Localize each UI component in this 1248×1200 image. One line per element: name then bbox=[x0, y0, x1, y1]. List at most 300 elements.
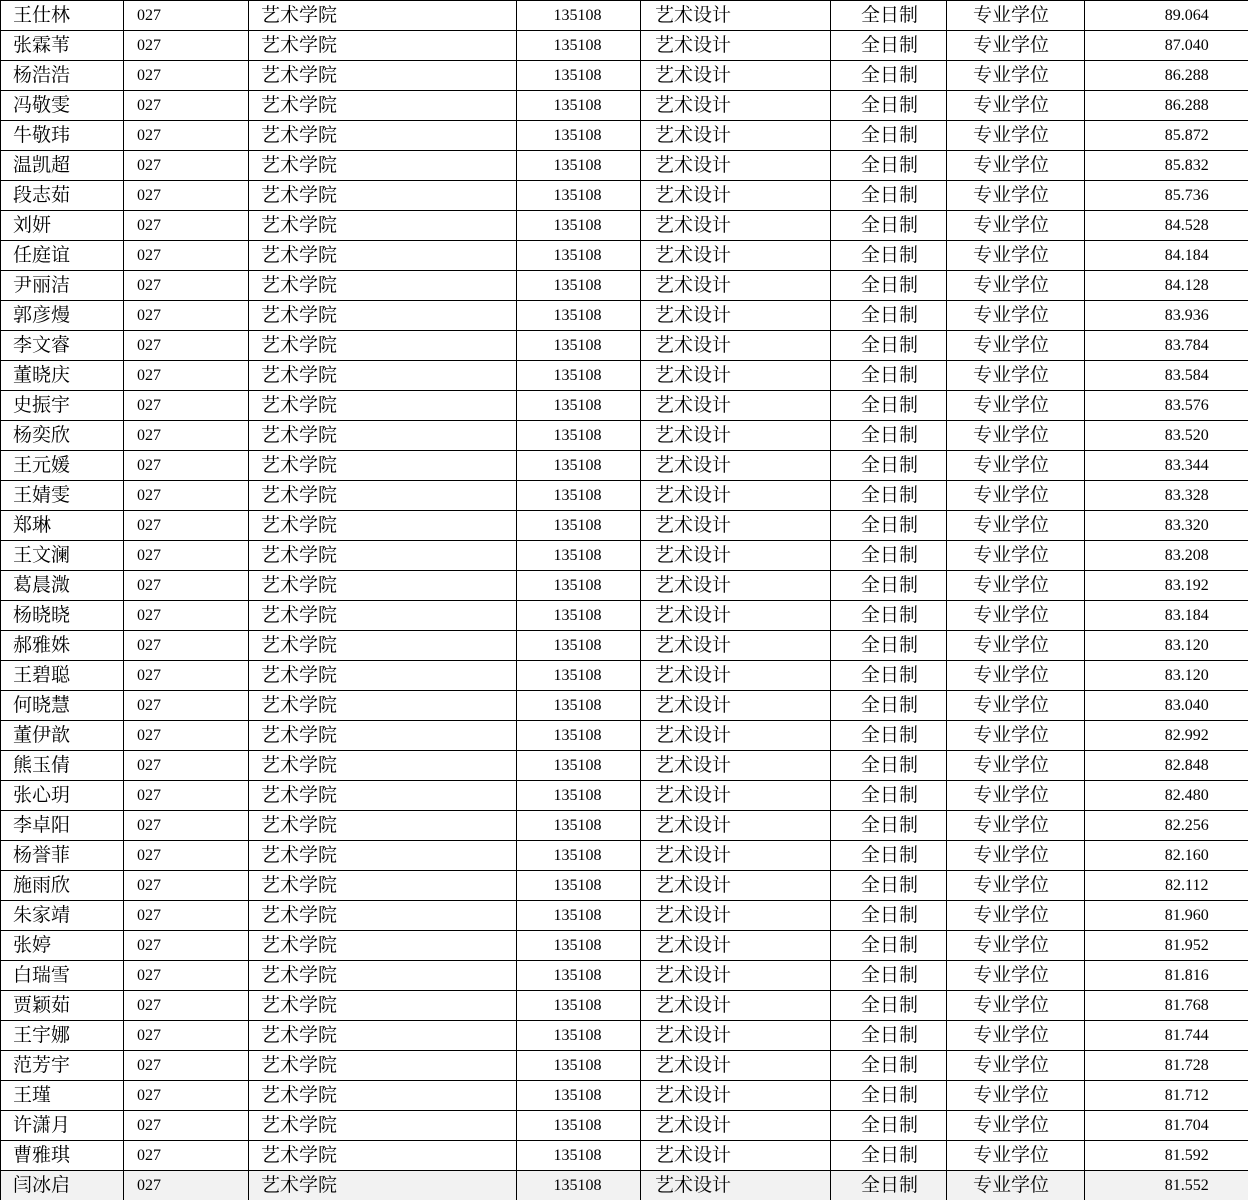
table-row bbox=[1, 1171, 1248, 1200]
study-mode-cell: 全日制 bbox=[831, 541, 947, 571]
table-row bbox=[1, 1021, 1248, 1051]
study-mode-cell: 全日制 bbox=[831, 1141, 947, 1171]
study-mode-cell: 全日制 bbox=[831, 841, 947, 871]
degree-type-cell: 专业学位 bbox=[947, 391, 1085, 421]
student-name-cell: 段志茹 bbox=[1, 181, 124, 211]
major-code-cell: 135108 bbox=[517, 631, 641, 661]
degree-type-cell: 专业学位 bbox=[947, 1, 1085, 31]
study-mode-cell: 全日制 bbox=[831, 991, 947, 1021]
college-name-cell: 艺术学院 bbox=[249, 571, 517, 601]
major-name-cell: 艺术设计 bbox=[641, 811, 831, 841]
college-name-cell: 艺术学院 bbox=[249, 751, 517, 781]
study-mode-cell: 全日制 bbox=[831, 271, 947, 301]
major-name-cell: 艺术设计 bbox=[641, 751, 831, 781]
student-name-cell: 张心玥 bbox=[1, 781, 124, 811]
degree-type-cell: 专业学位 bbox=[947, 811, 1085, 841]
college-code-cell: 027 bbox=[124, 121, 249, 151]
major-name-cell: 艺术设计 bbox=[641, 1021, 831, 1051]
student-name-cell: 熊玉倩 bbox=[1, 751, 124, 781]
student-name-cell: 冯敬雯 bbox=[1, 91, 124, 121]
major-name-cell: 艺术设计 bbox=[641, 481, 831, 511]
college-name-cell: 艺术学院 bbox=[249, 421, 517, 451]
degree-type-cell: 专业学位 bbox=[947, 721, 1085, 751]
study-mode-cell: 全日制 bbox=[831, 31, 947, 61]
student-name-cell: 任庭谊 bbox=[1, 241, 124, 271]
table-row bbox=[1, 271, 1248, 301]
college-code-cell: 027 bbox=[124, 721, 249, 751]
college-code-cell: 027 bbox=[124, 271, 249, 301]
degree-type-cell: 专业学位 bbox=[947, 181, 1085, 211]
college-name-cell: 艺术学院 bbox=[249, 301, 517, 331]
score-cell: 84.128 bbox=[1085, 271, 1248, 301]
student-name-cell: 张婷 bbox=[1, 931, 124, 961]
table-row bbox=[1, 691, 1248, 721]
college-code-cell: 027 bbox=[124, 1, 249, 31]
major-code-cell: 135108 bbox=[517, 781, 641, 811]
major-name-cell: 艺术设计 bbox=[641, 1, 831, 31]
degree-type-cell: 专业学位 bbox=[947, 361, 1085, 391]
degree-type-cell: 专业学位 bbox=[947, 991, 1085, 1021]
student-name-cell: 范芳宇 bbox=[1, 1051, 124, 1081]
degree-type-cell: 专业学位 bbox=[947, 631, 1085, 661]
college-code-cell: 027 bbox=[124, 31, 249, 61]
student-name-cell: 闫冰启 bbox=[1, 1171, 124, 1200]
study-mode-cell: 全日制 bbox=[831, 1171, 947, 1200]
college-code-cell: 027 bbox=[124, 1021, 249, 1051]
degree-type-cell: 专业学位 bbox=[947, 151, 1085, 181]
degree-type-cell: 专业学位 bbox=[947, 91, 1085, 121]
table-row bbox=[1, 571, 1248, 601]
major-name-cell: 艺术设计 bbox=[641, 961, 831, 991]
college-code-cell: 027 bbox=[124, 571, 249, 601]
college-name-cell: 艺术学院 bbox=[249, 541, 517, 571]
major-name-cell: 艺术设计 bbox=[641, 1171, 831, 1200]
score-cell: 85.832 bbox=[1085, 151, 1248, 181]
major-code-cell: 135108 bbox=[517, 151, 641, 181]
degree-type-cell: 专业学位 bbox=[947, 901, 1085, 931]
college-name-cell: 艺术学院 bbox=[249, 811, 517, 841]
major-name-cell: 艺术设计 bbox=[641, 691, 831, 721]
college-code-cell: 027 bbox=[124, 61, 249, 91]
student-name-cell: 董伊歆 bbox=[1, 721, 124, 751]
college-name-cell: 艺术学院 bbox=[249, 91, 517, 121]
college-code-cell: 027 bbox=[124, 931, 249, 961]
score-cell: 81.816 bbox=[1085, 961, 1248, 991]
score-cell: 87.040 bbox=[1085, 31, 1248, 61]
study-mode-cell: 全日制 bbox=[831, 751, 947, 781]
degree-type-cell: 专业学位 bbox=[947, 781, 1085, 811]
study-mode-cell: 全日制 bbox=[831, 181, 947, 211]
college-name-cell: 艺术学院 bbox=[249, 1081, 517, 1111]
student-name-cell: 郝雅姝 bbox=[1, 631, 124, 661]
score-cell: 83.784 bbox=[1085, 331, 1248, 361]
degree-type-cell: 专业学位 bbox=[947, 751, 1085, 781]
degree-type-cell: 专业学位 bbox=[947, 241, 1085, 271]
major-name-cell: 艺术设计 bbox=[641, 601, 831, 631]
college-name-cell: 艺术学院 bbox=[249, 211, 517, 241]
college-name-cell: 艺术学院 bbox=[249, 781, 517, 811]
score-cell: 81.744 bbox=[1085, 1021, 1248, 1051]
college-name-cell: 艺术学院 bbox=[249, 721, 517, 751]
score-cell: 86.288 bbox=[1085, 91, 1248, 121]
degree-type-cell: 专业学位 bbox=[947, 1021, 1085, 1051]
college-code-cell: 027 bbox=[124, 301, 249, 331]
college-code-cell: 027 bbox=[124, 991, 249, 1021]
degree-type-cell: 专业学位 bbox=[947, 841, 1085, 871]
major-code-cell: 135108 bbox=[517, 691, 641, 721]
table-row bbox=[1, 31, 1248, 61]
student-name-cell: 杨浩浩 bbox=[1, 61, 124, 91]
major-code-cell: 135108 bbox=[517, 31, 641, 61]
study-mode-cell: 全日制 bbox=[831, 421, 947, 451]
college-name-cell: 艺术学院 bbox=[249, 241, 517, 271]
college-name-cell: 艺术学院 bbox=[249, 631, 517, 661]
major-name-cell: 艺术设计 bbox=[641, 31, 831, 61]
degree-type-cell: 专业学位 bbox=[947, 301, 1085, 331]
score-cell: 82.160 bbox=[1085, 841, 1248, 871]
table-row bbox=[1, 901, 1248, 931]
major-code-cell: 135108 bbox=[517, 391, 641, 421]
college-code-cell: 027 bbox=[124, 331, 249, 361]
major-code-cell: 135108 bbox=[517, 991, 641, 1021]
major-name-cell: 艺术设计 bbox=[641, 511, 831, 541]
study-mode-cell: 全日制 bbox=[831, 1051, 947, 1081]
college-name-cell: 艺术学院 bbox=[249, 121, 517, 151]
major-code-cell: 135108 bbox=[517, 181, 641, 211]
degree-type-cell: 专业学位 bbox=[947, 691, 1085, 721]
major-name-cell: 艺术设计 bbox=[641, 421, 831, 451]
student-name-cell: 王文澜 bbox=[1, 541, 124, 571]
table-row bbox=[1, 811, 1248, 841]
degree-type-cell: 专业学位 bbox=[947, 931, 1085, 961]
college-code-cell: 027 bbox=[124, 421, 249, 451]
college-code-cell: 027 bbox=[124, 901, 249, 931]
score-cell: 83.120 bbox=[1085, 631, 1248, 661]
degree-type-cell: 专业学位 bbox=[947, 1171, 1085, 1200]
score-cell: 82.848 bbox=[1085, 751, 1248, 781]
table-row bbox=[1, 241, 1248, 271]
score-cell: 89.064 bbox=[1085, 1, 1248, 31]
score-cell: 84.184 bbox=[1085, 241, 1248, 271]
college-name-cell: 艺术学院 bbox=[249, 331, 517, 361]
college-code-cell: 027 bbox=[124, 391, 249, 421]
college-name-cell: 艺术学院 bbox=[249, 511, 517, 541]
table-row bbox=[1, 601, 1248, 631]
major-name-cell: 艺术设计 bbox=[641, 301, 831, 331]
score-cell: 82.256 bbox=[1085, 811, 1248, 841]
major-code-cell: 135108 bbox=[517, 241, 641, 271]
college-code-cell: 027 bbox=[124, 241, 249, 271]
major-code-cell: 135108 bbox=[517, 541, 641, 571]
study-mode-cell: 全日制 bbox=[831, 511, 947, 541]
table-row bbox=[1, 1, 1248, 31]
score-cell: 83.320 bbox=[1085, 511, 1248, 541]
score-cell: 83.936 bbox=[1085, 301, 1248, 331]
student-name-cell: 董晓庆 bbox=[1, 361, 124, 391]
college-code-cell: 027 bbox=[124, 961, 249, 991]
degree-type-cell: 专业学位 bbox=[947, 481, 1085, 511]
student-name-cell: 曹雅琪 bbox=[1, 1141, 124, 1171]
table-row bbox=[1, 151, 1248, 181]
score-cell: 83.040 bbox=[1085, 691, 1248, 721]
table-row bbox=[1, 391, 1248, 421]
table-row bbox=[1, 1051, 1248, 1081]
major-name-cell: 艺术设计 bbox=[641, 271, 831, 301]
college-name-cell: 艺术学院 bbox=[249, 1, 517, 31]
major-code-cell: 135108 bbox=[517, 1171, 641, 1200]
study-mode-cell: 全日制 bbox=[831, 361, 947, 391]
degree-type-cell: 专业学位 bbox=[947, 1051, 1085, 1081]
student-name-cell: 杨誉菲 bbox=[1, 841, 124, 871]
college-name-cell: 艺术学院 bbox=[249, 1051, 517, 1081]
score-cell: 81.768 bbox=[1085, 991, 1248, 1021]
score-cell: 82.480 bbox=[1085, 781, 1248, 811]
degree-type-cell: 专业学位 bbox=[947, 121, 1085, 151]
college-name-cell: 艺术学院 bbox=[249, 271, 517, 301]
table-row bbox=[1, 871, 1248, 901]
major-code-cell: 135108 bbox=[517, 661, 641, 691]
degree-type-cell: 专业学位 bbox=[947, 571, 1085, 601]
student-name-cell: 王瑾 bbox=[1, 1081, 124, 1111]
study-mode-cell: 全日制 bbox=[831, 241, 947, 271]
table-row bbox=[1, 841, 1248, 871]
student-name-cell: 温凯超 bbox=[1, 151, 124, 181]
major-name-cell: 艺术设计 bbox=[641, 931, 831, 961]
table-row bbox=[1, 121, 1248, 151]
college-name-cell: 艺术学院 bbox=[249, 61, 517, 91]
major-code-cell: 135108 bbox=[517, 1111, 641, 1141]
degree-type-cell: 专业学位 bbox=[947, 1081, 1085, 1111]
table-row bbox=[1, 1111, 1248, 1141]
degree-type-cell: 专业学位 bbox=[947, 661, 1085, 691]
study-mode-cell: 全日制 bbox=[831, 481, 947, 511]
major-code-cell: 135108 bbox=[517, 451, 641, 481]
college-name-cell: 艺术学院 bbox=[249, 991, 517, 1021]
score-cell: 83.344 bbox=[1085, 451, 1248, 481]
table-row bbox=[1, 211, 1248, 241]
major-name-cell: 艺术设计 bbox=[641, 211, 831, 241]
major-name-cell: 艺术设计 bbox=[641, 721, 831, 751]
student-name-cell: 王仕林 bbox=[1, 1, 124, 31]
degree-type-cell: 专业学位 bbox=[947, 1141, 1085, 1171]
score-cell: 82.112 bbox=[1085, 871, 1248, 901]
degree-type-cell: 专业学位 bbox=[947, 1111, 1085, 1141]
table-row bbox=[1, 61, 1248, 91]
study-mode-cell: 全日制 bbox=[831, 691, 947, 721]
student-name-cell: 王婧雯 bbox=[1, 481, 124, 511]
college-code-cell: 027 bbox=[124, 181, 249, 211]
major-name-cell: 艺术设计 bbox=[641, 841, 831, 871]
degree-type-cell: 专业学位 bbox=[947, 511, 1085, 541]
study-mode-cell: 全日制 bbox=[831, 781, 947, 811]
study-mode-cell: 全日制 bbox=[831, 571, 947, 601]
score-cell: 83.520 bbox=[1085, 421, 1248, 451]
major-code-cell: 135108 bbox=[517, 211, 641, 241]
study-mode-cell: 全日制 bbox=[831, 1081, 947, 1111]
score-cell: 82.992 bbox=[1085, 721, 1248, 751]
table-row bbox=[1, 1081, 1248, 1111]
major-code-cell: 135108 bbox=[517, 1141, 641, 1171]
major-code-cell: 135108 bbox=[517, 901, 641, 931]
college-code-cell: 027 bbox=[124, 781, 249, 811]
table-row bbox=[1, 961, 1248, 991]
score-cell: 81.952 bbox=[1085, 931, 1248, 961]
college-code-cell: 027 bbox=[124, 841, 249, 871]
table-row bbox=[1, 631, 1248, 661]
student-name-cell: 王元媛 bbox=[1, 451, 124, 481]
degree-type-cell: 专业学位 bbox=[947, 541, 1085, 571]
score-cell: 81.960 bbox=[1085, 901, 1248, 931]
study-mode-cell: 全日制 bbox=[831, 601, 947, 631]
score-cell: 84.528 bbox=[1085, 211, 1248, 241]
score-cell: 81.728 bbox=[1085, 1051, 1248, 1081]
college-code-cell: 027 bbox=[124, 751, 249, 781]
table-row bbox=[1, 991, 1248, 1021]
college-code-cell: 027 bbox=[124, 481, 249, 511]
student-name-cell: 施雨欣 bbox=[1, 871, 124, 901]
major-name-cell: 艺术设计 bbox=[641, 541, 831, 571]
student-name-cell: 杨奕欣 bbox=[1, 421, 124, 451]
college-name-cell: 艺术学院 bbox=[249, 1021, 517, 1051]
major-code-cell: 135108 bbox=[517, 91, 641, 121]
major-code-cell: 135108 bbox=[517, 871, 641, 901]
college-code-cell: 027 bbox=[124, 1051, 249, 1081]
score-cell: 81.712 bbox=[1085, 1081, 1248, 1111]
score-cell: 83.328 bbox=[1085, 481, 1248, 511]
degree-type-cell: 专业学位 bbox=[947, 31, 1085, 61]
study-mode-cell: 全日制 bbox=[831, 1021, 947, 1051]
major-code-cell: 135108 bbox=[517, 811, 641, 841]
major-name-cell: 艺术设计 bbox=[641, 1111, 831, 1141]
major-name-cell: 艺术设计 bbox=[641, 871, 831, 901]
student-name-cell: 李文睿 bbox=[1, 331, 124, 361]
major-code-cell: 135108 bbox=[517, 511, 641, 541]
study-mode-cell: 全日制 bbox=[831, 1111, 947, 1141]
student-name-cell: 何晓慧 bbox=[1, 691, 124, 721]
college-name-cell: 艺术学院 bbox=[249, 871, 517, 901]
college-code-cell: 027 bbox=[124, 871, 249, 901]
study-mode-cell: 全日制 bbox=[831, 1, 947, 31]
study-mode-cell: 全日制 bbox=[831, 721, 947, 751]
study-mode-cell: 全日制 bbox=[831, 91, 947, 121]
table-row bbox=[1, 721, 1248, 751]
table-row bbox=[1, 421, 1248, 451]
college-name-cell: 艺术学院 bbox=[249, 181, 517, 211]
college-code-cell: 027 bbox=[124, 691, 249, 721]
table-row bbox=[1, 361, 1248, 391]
major-name-cell: 艺术设计 bbox=[641, 331, 831, 361]
major-name-cell: 艺术设计 bbox=[641, 391, 831, 421]
college-code-cell: 027 bbox=[124, 211, 249, 241]
score-cell: 83.208 bbox=[1085, 541, 1248, 571]
degree-type-cell: 专业学位 bbox=[947, 211, 1085, 241]
table-row bbox=[1, 91, 1248, 121]
score-cell: 81.552 bbox=[1085, 1171, 1248, 1200]
college-code-cell: 027 bbox=[124, 451, 249, 481]
major-name-cell: 艺术设计 bbox=[641, 61, 831, 91]
major-name-cell: 艺术设计 bbox=[641, 91, 831, 121]
table-row bbox=[1, 511, 1248, 541]
degree-type-cell: 专业学位 bbox=[947, 961, 1085, 991]
study-mode-cell: 全日制 bbox=[831, 811, 947, 841]
major-code-cell: 135108 bbox=[517, 841, 641, 871]
major-code-cell: 135108 bbox=[517, 1081, 641, 1111]
college-name-cell: 艺术学院 bbox=[249, 451, 517, 481]
table-row bbox=[1, 781, 1248, 811]
student-name-cell: 朱家靖 bbox=[1, 901, 124, 931]
major-code-cell: 135108 bbox=[517, 571, 641, 601]
score-cell: 81.704 bbox=[1085, 1111, 1248, 1141]
college-name-cell: 艺术学院 bbox=[249, 961, 517, 991]
student-name-cell: 史振宇 bbox=[1, 391, 124, 421]
student-name-cell: 张霖苇 bbox=[1, 31, 124, 61]
study-mode-cell: 全日制 bbox=[831, 391, 947, 421]
study-mode-cell: 全日制 bbox=[831, 661, 947, 691]
study-mode-cell: 全日制 bbox=[831, 331, 947, 361]
major-name-cell: 艺术设计 bbox=[641, 781, 831, 811]
study-mode-cell: 全日制 bbox=[831, 901, 947, 931]
table-row bbox=[1, 1141, 1248, 1171]
student-name-cell: 许潇月 bbox=[1, 1111, 124, 1141]
score-cell: 83.184 bbox=[1085, 601, 1248, 631]
score-cell: 81.592 bbox=[1085, 1141, 1248, 1171]
major-code-cell: 135108 bbox=[517, 1, 641, 31]
major-name-cell: 艺术设计 bbox=[641, 151, 831, 181]
major-name-cell: 艺术设计 bbox=[641, 451, 831, 481]
major-code-cell: 135108 bbox=[517, 961, 641, 991]
college-code-cell: 027 bbox=[124, 151, 249, 181]
score-cell: 83.584 bbox=[1085, 361, 1248, 391]
major-code-cell: 135108 bbox=[517, 1051, 641, 1081]
student-name-cell: 王碧聪 bbox=[1, 661, 124, 691]
score-cell: 85.872 bbox=[1085, 121, 1248, 151]
score-cell: 86.288 bbox=[1085, 61, 1248, 91]
college-code-cell: 027 bbox=[124, 631, 249, 661]
major-code-cell: 135108 bbox=[517, 361, 641, 391]
college-code-cell: 027 bbox=[124, 91, 249, 121]
score-cell: 85.736 bbox=[1085, 181, 1248, 211]
major-name-cell: 艺术设计 bbox=[641, 901, 831, 931]
major-code-cell: 135108 bbox=[517, 481, 641, 511]
major-code-cell: 135108 bbox=[517, 61, 641, 91]
student-name-cell: 牛敬玮 bbox=[1, 121, 124, 151]
study-mode-cell: 全日制 bbox=[831, 301, 947, 331]
college-name-cell: 艺术学院 bbox=[249, 601, 517, 631]
table-row bbox=[1, 181, 1248, 211]
table-row bbox=[1, 301, 1248, 331]
major-code-cell: 135108 bbox=[517, 331, 641, 361]
student-name-cell: 王宇娜 bbox=[1, 1021, 124, 1051]
college-code-cell: 027 bbox=[124, 511, 249, 541]
score-cell: 83.120 bbox=[1085, 661, 1248, 691]
college-name-cell: 艺术学院 bbox=[249, 901, 517, 931]
college-name-cell: 艺术学院 bbox=[249, 1141, 517, 1171]
student-name-cell: 杨晓晓 bbox=[1, 601, 124, 631]
score-cell: 83.576 bbox=[1085, 391, 1248, 421]
degree-type-cell: 专业学位 bbox=[947, 451, 1085, 481]
major-code-cell: 135108 bbox=[517, 1021, 641, 1051]
degree-type-cell: 专业学位 bbox=[947, 271, 1085, 301]
degree-type-cell: 专业学位 bbox=[947, 871, 1085, 901]
major-code-cell: 135108 bbox=[517, 421, 641, 451]
study-mode-cell: 全日制 bbox=[831, 871, 947, 901]
college-name-cell: 艺术学院 bbox=[249, 391, 517, 421]
college-name-cell: 艺术学院 bbox=[249, 1111, 517, 1141]
study-mode-cell: 全日制 bbox=[831, 61, 947, 91]
major-name-cell: 艺术设计 bbox=[641, 991, 831, 1021]
major-code-cell: 135108 bbox=[517, 271, 641, 301]
college-code-cell: 027 bbox=[124, 661, 249, 691]
